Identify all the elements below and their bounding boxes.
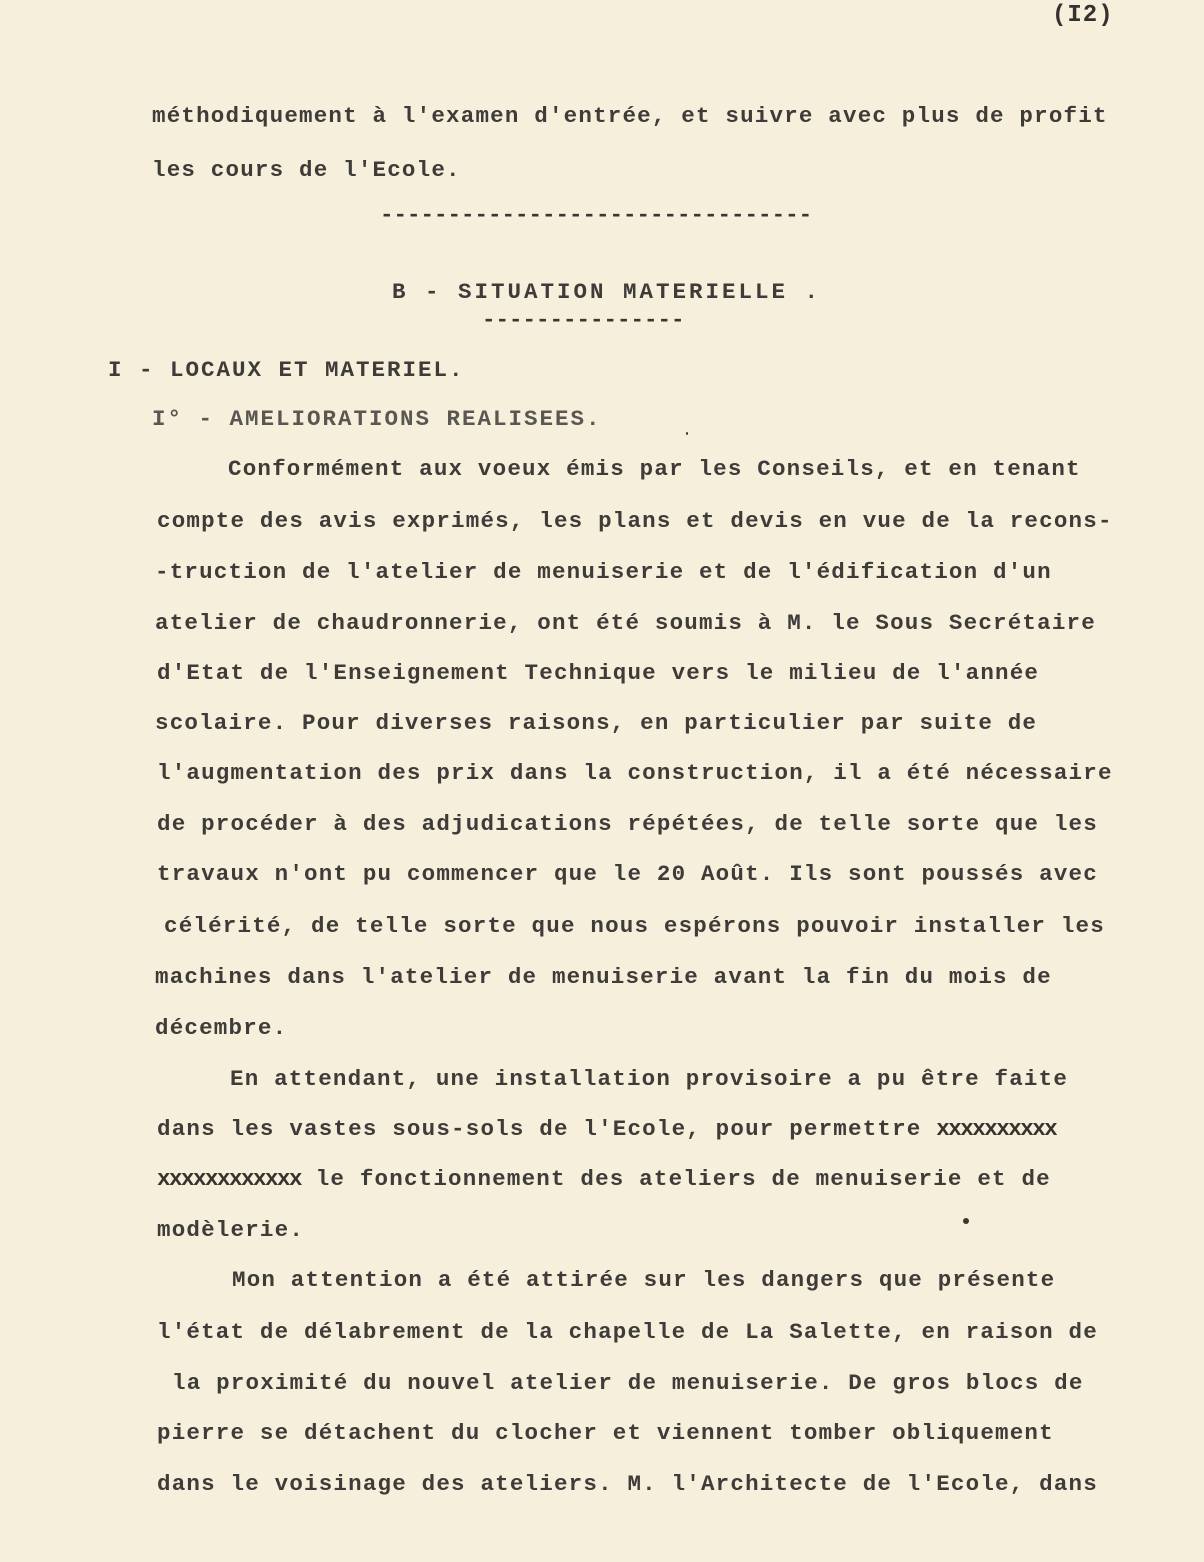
text-line: les cours de l'Ecole. <box>152 157 461 183</box>
paragraph-text: dans les vastes sous-sols de l'Ecole, pour permettre <box>157 1116 937 1142</box>
paragraph-line: décembre. <box>155 1015 288 1041</box>
section-heading: B - SITUATION MATERIELLE . <box>392 279 822 305</box>
paragraph-line: la proximité du nouvel atelier de menuiserie. De gros blocs de <box>172 1370 1084 1396</box>
paragraph-line: dans le voisinage des ateliers. M. l'Architecte de l'Ecole, dans <box>157 1471 1098 1497</box>
paragraph-line: pierre se détachent du clocher et viennent tomber obliquement <box>157 1420 1054 1446</box>
paragraph-line: d'Etat de l'Enseignement Technique vers le milieu de l'année <box>157 660 1040 686</box>
paragraph-line: machines dans l'atelier de menuiserie avant la fin du mois de <box>155 964 1052 990</box>
paragraph-line: Mon attention a été attirée sur les dangers que présente <box>232 1267 1056 1293</box>
ink-speck <box>686 432 688 435</box>
paragraph-line <box>157 1114 1056 1144</box>
paragraph-line: atelier de chaudronnerie, ont été soumis à M. le Sous Secrétaire <box>155 610 1096 636</box>
paragraph-line: -truction de l'atelier de menuiserie et de l'édification d'un <box>155 559 1052 585</box>
subsection-heading: I - LOCAUX ET MATERIEL. <box>108 357 465 383</box>
paragraph-text: le fonctionnement des ateliers de menuiserie et de <box>301 1166 1051 1192</box>
paragraph-line: scolaire. Pour diverses raisons, en particulier par suite de <box>155 710 1038 736</box>
text-line: méthodiquement à l'examen d'entrée, et suivre avec plus de profit <box>152 103 1108 129</box>
paragraph-line: de procéder à des adjudications répétées, de telle sorte que les <box>157 811 1098 837</box>
paragraph-line <box>157 1164 1051 1194</box>
paragraph-line: l'état de délabrement de la chapelle de La Salette, en raison de <box>157 1319 1098 1345</box>
heading-underline: --------------- <box>482 310 685 330</box>
subsection-subheading: I° - AMELIORATIONS REALISEES. <box>152 406 602 432</box>
paragraph-line: travaux n'ont pu commencer que le 20 Août. Ils sont poussés avec <box>157 861 1098 887</box>
struck-out-text: xxxxxxxxxx <box>936 1116 1057 1142</box>
paragraph-line: modèlerie. <box>157 1217 305 1243</box>
page-number: (I2) <box>1052 2 1114 29</box>
ink-speck <box>963 1218 969 1224</box>
paragraph-line: compte des avis exprimés, les plans et devis en vue de la recons- <box>157 508 1113 534</box>
struck-out-text: xxxxxxxxxxxx <box>157 1166 302 1192</box>
paragraph-line: célérité, de telle sorte que nous espérons pouvoir installer les <box>164 913 1105 939</box>
paragraph-line: l'augmentation des prix dans la construction, il a été nécessaire <box>157 760 1113 786</box>
separator-line: -------------------------------- <box>380 205 813 225</box>
paragraph-line: Conformément aux voeux émis par les Conseils, et en tenant <box>228 456 1081 482</box>
paragraph-line: En attendant, une installation provisoire a pu être faite <box>230 1066 1069 1092</box>
